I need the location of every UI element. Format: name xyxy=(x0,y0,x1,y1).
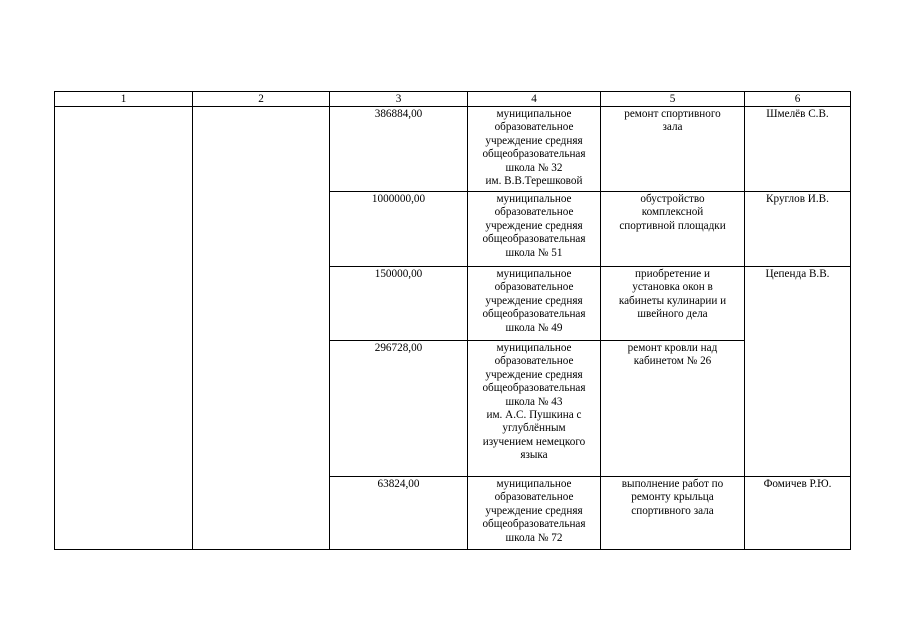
institution-cell: муниципальное образовательное учреждение средняя общеобразовательная школа № 32 им. В.В.Терешковой xyxy=(468,107,601,192)
amount-cell: 386884,00 xyxy=(330,107,468,192)
institution-cell: муниципальное образовательное учреждение средняя общеобразовательная школа № 49 xyxy=(468,267,601,341)
col-header-1: 1 xyxy=(55,92,193,107)
allocation-table xyxy=(54,91,851,550)
person-cell: Круглов И.В. xyxy=(745,192,851,267)
person-cell: Фомичев Р.Ю. xyxy=(745,477,851,550)
header-row xyxy=(55,92,851,107)
institution-cell: муниципальное образовательное учреждение средняя общеобразовательная школа № 72 xyxy=(468,477,601,550)
person-cell: Шмелёв С.В. xyxy=(745,107,851,192)
col-header-3: 3 xyxy=(330,92,468,107)
purpose-cell: ремонт спортивного зала xyxy=(601,107,745,192)
purpose-cell: приобретение и установка окон в кабинеты кулинарии и швейного дела xyxy=(601,267,745,341)
col-header-6: 6 xyxy=(745,92,851,107)
amount-cell: 296728,00 xyxy=(330,341,468,477)
table-row xyxy=(55,107,851,192)
amount-cell: 150000,00 xyxy=(330,267,468,341)
institution-cell: муниципальное образовательное учреждение средняя общеобразовательная школа № 43 им. А.С. Пушкина с углублённым изучением немецкого языка xyxy=(468,341,601,477)
purpose-cell: обустройство комплексной спортивной площадки xyxy=(601,192,745,267)
col-header-5: 5 xyxy=(601,92,745,107)
col-header-2: 2 xyxy=(193,92,330,107)
purpose-cell: ремонт кровли над кабинетом № 26 xyxy=(601,341,745,477)
amount-cell: 1000000,00 xyxy=(330,192,468,267)
purpose-cell: выполнение работ по ремонту крыльца спортивного зала xyxy=(601,477,745,550)
col2-merged-cell xyxy=(193,107,330,550)
col1-merged-cell xyxy=(55,107,193,550)
col-header-4: 4 xyxy=(468,92,601,107)
institution-cell: муниципальное образовательное учреждение средняя общеобразовательная школа № 51 xyxy=(468,192,601,267)
person-cell: Цепенда В.В. xyxy=(745,267,851,477)
amount-cell: 63824,00 xyxy=(330,477,468,550)
